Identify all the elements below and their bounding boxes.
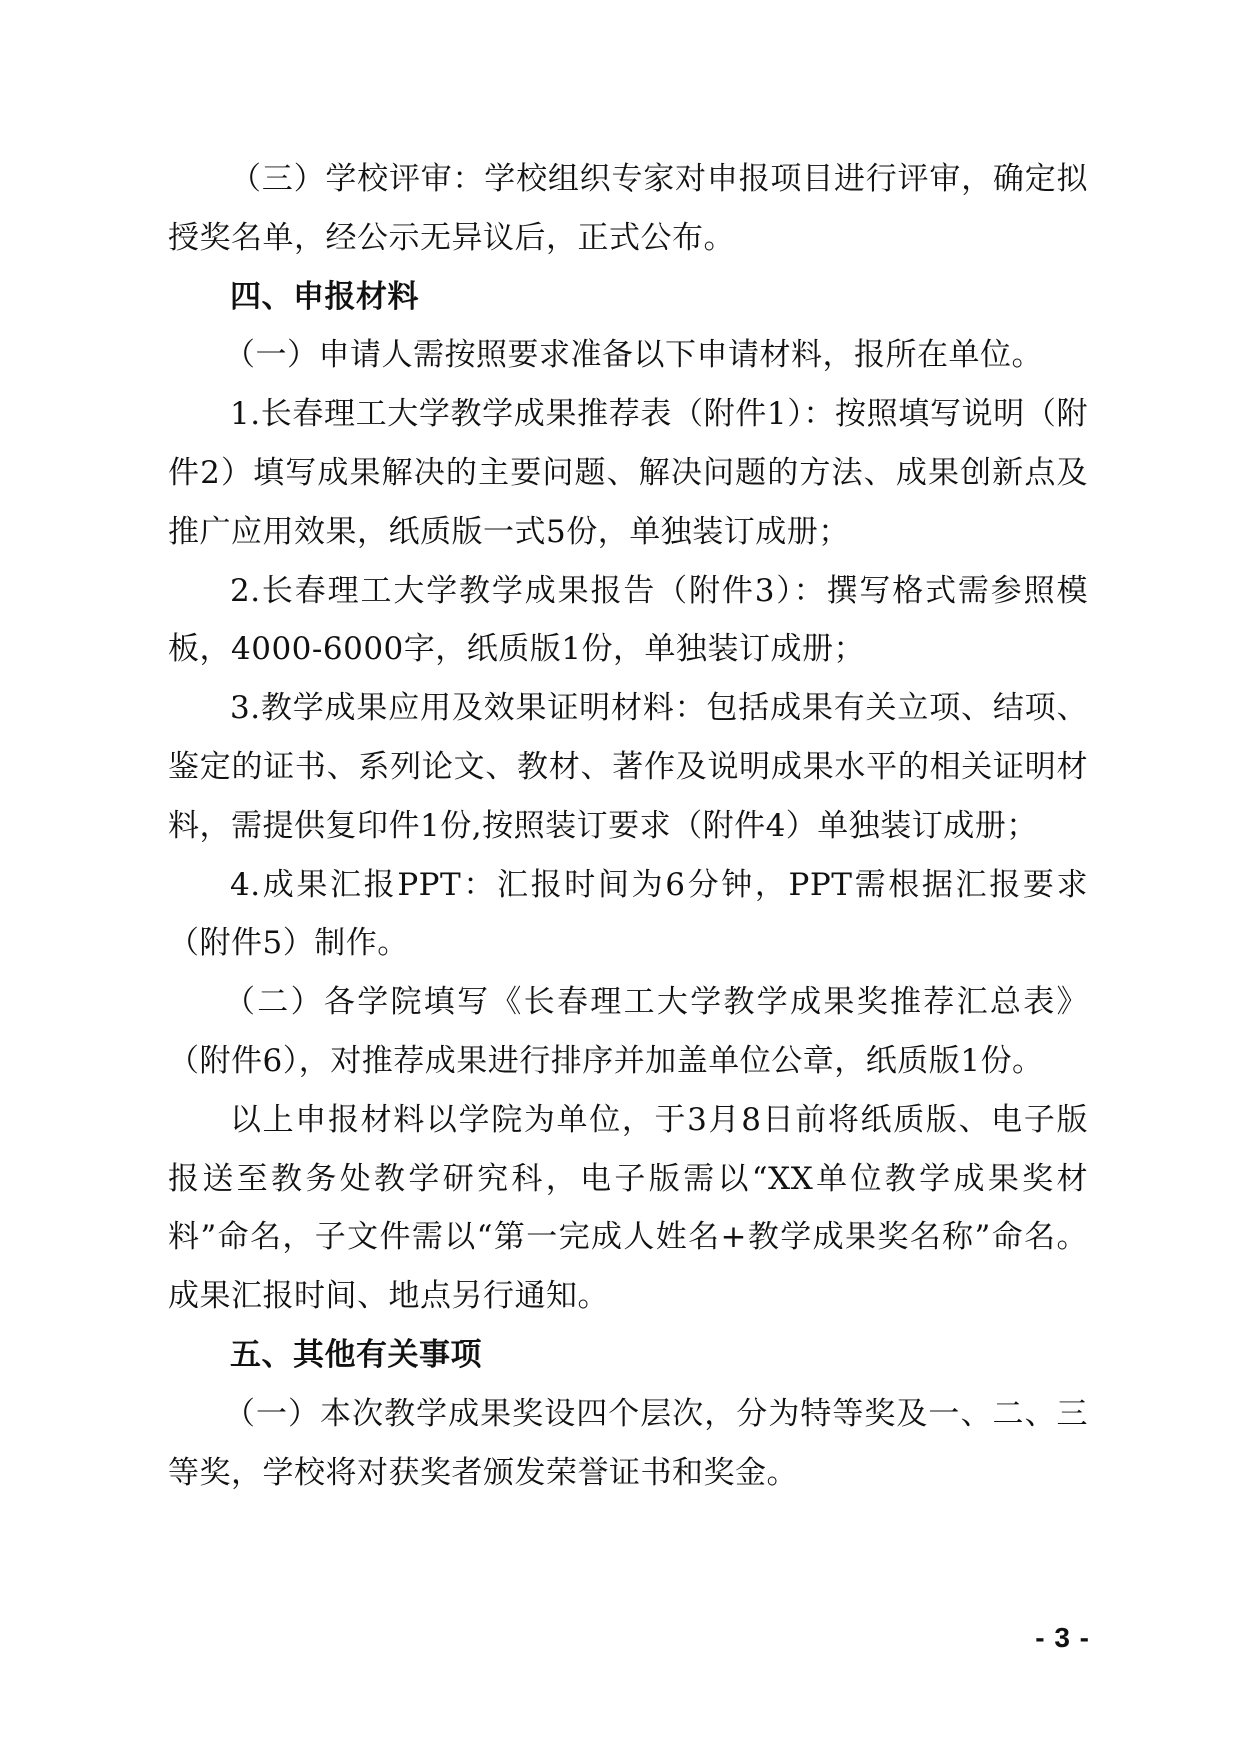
paragraph-college-summary: （二）各学院填写《长春理工大学教学成果奖推荐汇总表》（附件6），对推荐成果进行排序并加盖单位公章，纸质版1份。: [168, 984, 1088, 1079]
paragraph-applicant-materials: （一）申请人需按照要求准备以下申请材料，报所在单位。: [224, 337, 1043, 374]
section-heading-materials: 四、申报材料: [230, 278, 419, 315]
paragraph-item-4: 4.成果汇报PPT：汇报时间为6分钟，PPT需根据汇报要求（附件5）制作。: [168, 866, 1088, 962]
paragraph-item-3: 3.教学成果应用及效果证明材料：包括成果有关立项、结项、鉴定的证书、系列论文、教材、著作及说明成果水平的相关证明材料，需提供复印件1份,按照装订要求（附件4）单独装订成册；: [168, 690, 1088, 844]
paragraph-item-2: 2.长春理工大学教学成果报告（附件3）：撰写格式需参照模板，4000-6000字，纸质版1份，单独装订成册；: [168, 572, 1088, 668]
section-heading-other: 五、其他有关事项: [230, 1336, 482, 1373]
document-page: [168, 150, 1088, 1502]
paragraph-item-1: 1.长春理工大学教学成果推荐表（附件1）：按照填写说明（附件2）填写成果解决的主要问题、解决问题的方法、成果创新点及推广应用效果，纸质版一式5份，单独装订成册；: [168, 396, 1088, 550]
paragraph-submission: 以上申报材料以学院为单位，于3月8日前将纸质版、电子版报送至教务处教学研究科，电子版需以“XX单位教学成果奖材料”命名，子文件需以“第一完成人姓名+教学成果奖名称”命名。成果汇报时间、地点另行通知。: [168, 1101, 1088, 1315]
paragraph-award-levels: （一）本次教学成果奖设四个层次，分为特等奖及一、二、三等奖，学校将对获奖者颁发荣誉证书和奖金。: [168, 1395, 1088, 1491]
page-number: - 3 -: [1035, 1622, 1090, 1653]
paragraph-school-review: （三）学校评审：学校组织专家对申报项目进行评审，确定拟授奖名单，经公示无异议后，正式公布。: [168, 161, 1088, 256]
